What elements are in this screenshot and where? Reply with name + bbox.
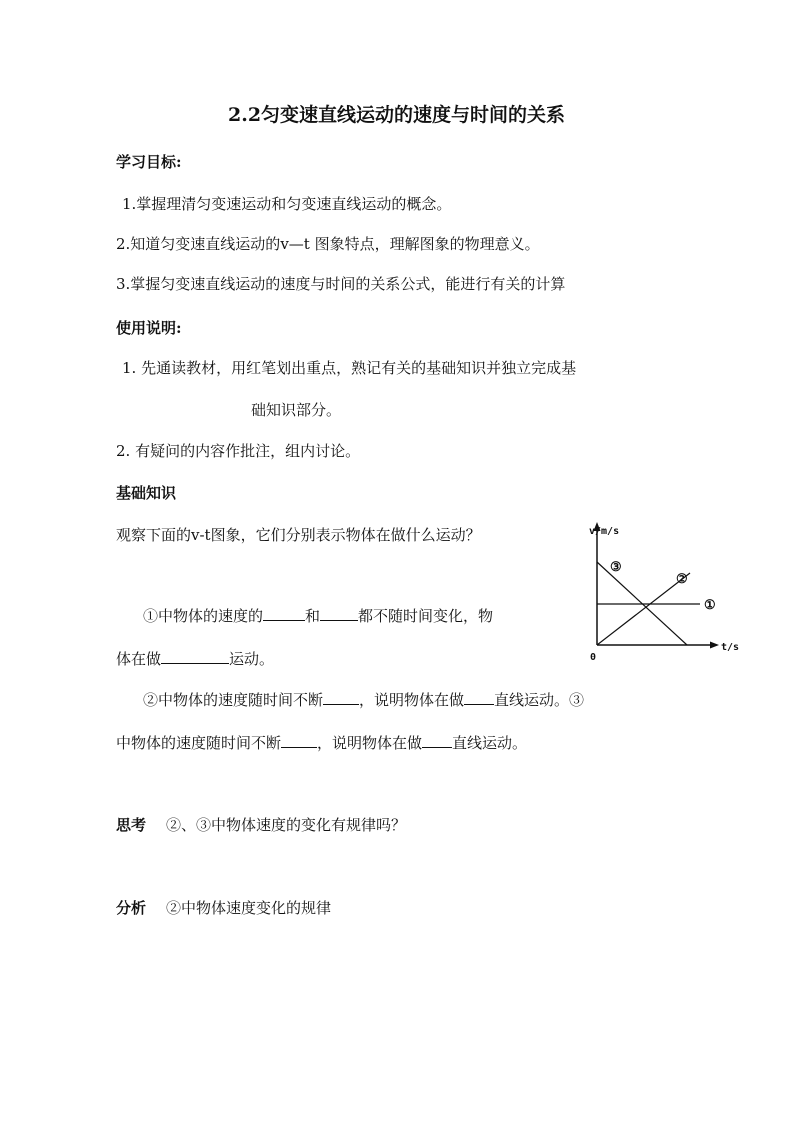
x-axis-label: t/s [721, 642, 740, 653]
graph-line-3-label: ③ [610, 560, 622, 575]
answer-blank-5[interactable] [464, 690, 494, 705]
origin-label: 0 [590, 652, 597, 663]
answer-blank-1[interactable] [263, 606, 305, 621]
p2-text-f: 直线运动。 [452, 734, 528, 752]
usage-item-1-line-2: 础知识部分。 [251, 401, 342, 419]
answer-blank-2[interactable] [320, 606, 358, 621]
graph-line-2-label: ② [676, 572, 688, 587]
think-text: ②、③中物体速度的变化有规律吗？ [166, 816, 407, 834]
basics-question: 观察下面的v-t图象，它们分别表示物体在做什么运动？ [116, 526, 481, 544]
p1-text-c: 都不随时间变化，物 [358, 607, 494, 625]
p1-text-b: 和 [305, 607, 321, 625]
paragraph-1-line-2 [116, 649, 274, 669]
answer-blank-4[interactable] [323, 690, 359, 705]
objective-item-3: 3.掌握匀变速直线运动的速度与时间的关系公式，能进行有关的计算 [116, 275, 566, 293]
analysis-text: ②中物体速度变化的规律 [166, 899, 332, 917]
p2-text-e: ，说明物体在做 [317, 734, 423, 752]
page-title: 2.2匀变速直线运动的速度与时间的关系 [228, 104, 566, 126]
answer-blank-6[interactable] [281, 733, 317, 748]
objective-item-1: 1.掌握理清匀变速运动和匀变速直线运动的概念。 [122, 195, 452, 213]
usage-heading: 使用说明: [116, 319, 182, 337]
p2-text-c: 直线运动。③ [494, 691, 585, 709]
paragraph-2-line-1 [143, 690, 584, 710]
graph-line-1-label: ① [704, 598, 716, 613]
answer-blank-7[interactable] [422, 733, 452, 748]
x-axis-arrow [710, 642, 719, 649]
p1-text-e: 运动。 [229, 650, 275, 668]
y-axis-label: v/m/s [589, 526, 620, 537]
basics-heading: 基础知识 [116, 484, 177, 502]
usage-item-1-line-1: 1. 先通读教材，用红笔划出重点，熟记有关的基础知识并独立完成基 [122, 359, 577, 377]
analysis-line [116, 898, 331, 918]
p2-text-d: 中物体的速度随时间不断 [116, 734, 282, 752]
analysis-label: 分析 [116, 899, 147, 917]
think-line [116, 815, 406, 835]
answer-blank-3[interactable] [161, 649, 229, 664]
usage-item-2: 2. 有疑问的内容作批注，组内讨论。 [116, 442, 361, 460]
vt-graph [576, 518, 748, 664]
p1-text-a: ①中物体的速度的 [143, 607, 264, 625]
paragraph-1-line-1 [143, 606, 493, 626]
paragraph-2-line-2 [116, 733, 527, 753]
p2-text-a: ②中物体的速度随时间不断 [143, 691, 324, 709]
p2-text-b: ，说明物体在做 [359, 691, 465, 709]
think-label: 思考 [116, 816, 147, 834]
objectives-heading: 学习目标: [116, 153, 182, 171]
objective-item-2: 2.知道匀变速直线运动的v—t 图象特点，理解图象的物理意义。 [116, 235, 540, 253]
p1-text-d: 体在做 [116, 650, 162, 668]
